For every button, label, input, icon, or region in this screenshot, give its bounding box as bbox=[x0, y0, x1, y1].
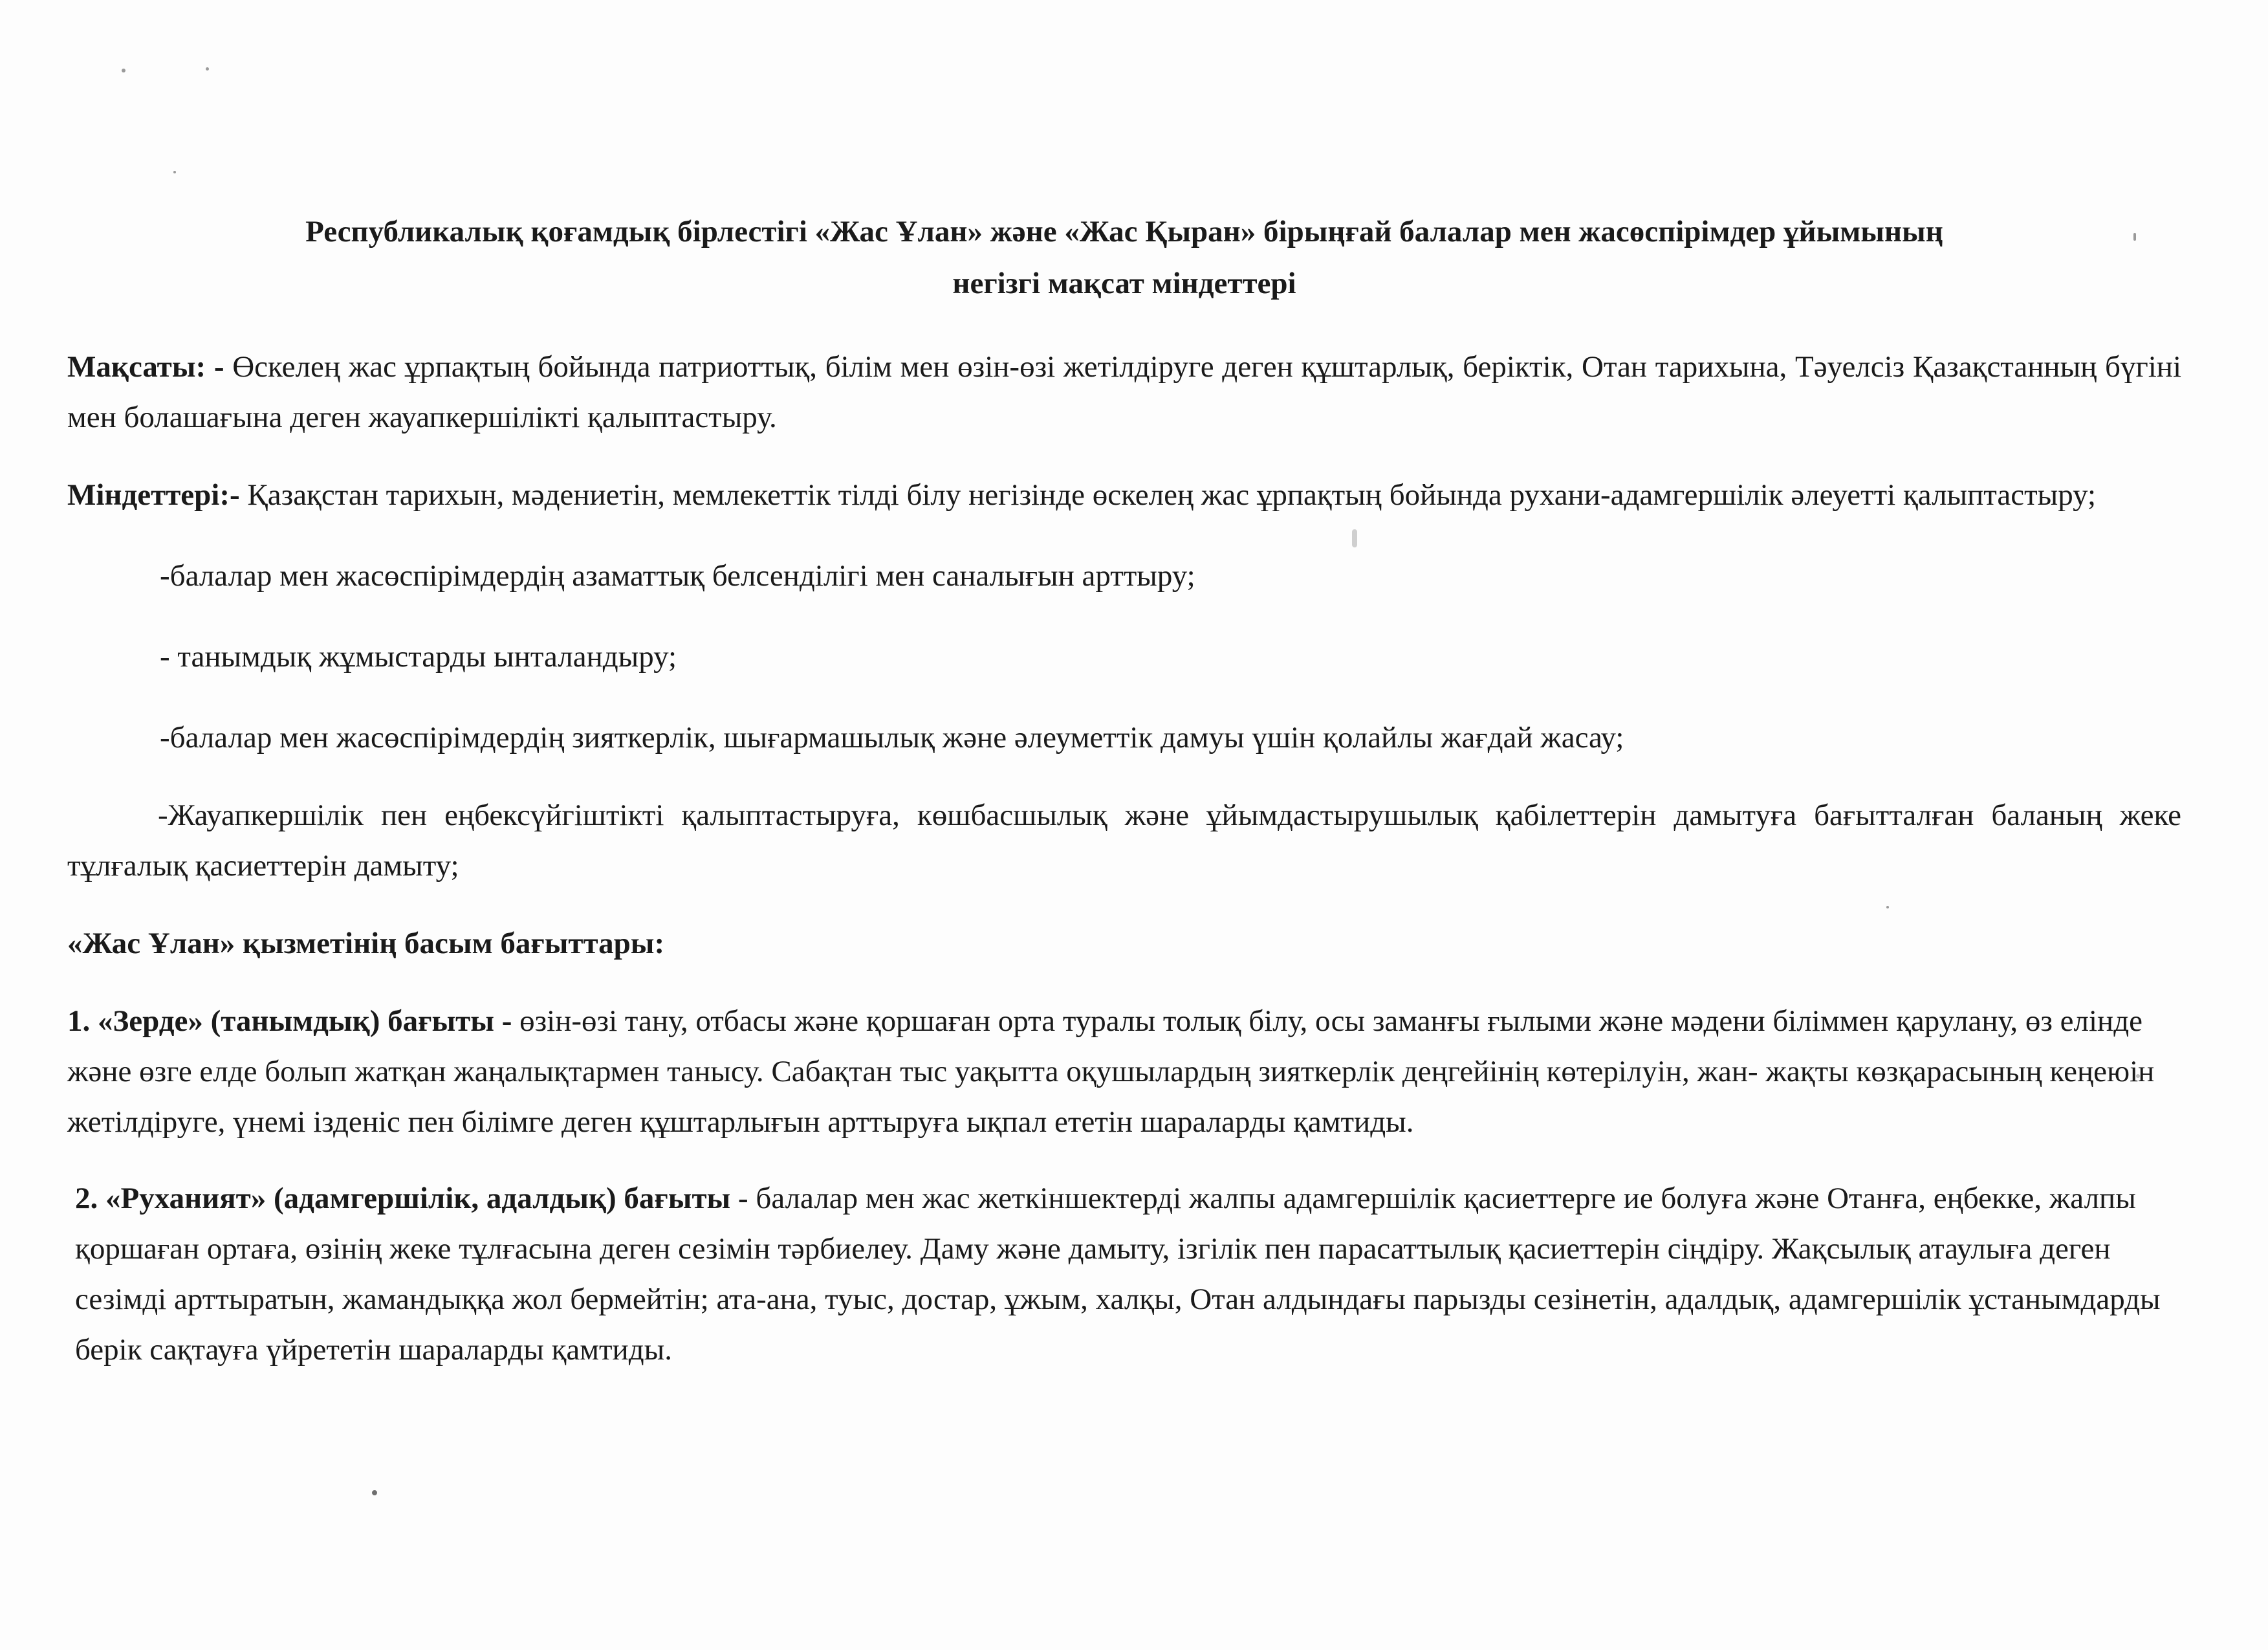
directions-heading: «Жас Ұлан» қызметінің басым бағыттары: bbox=[67, 927, 665, 960]
title-line-2: негізгі мақсат міндеттері bbox=[952, 267, 1296, 300]
document-body bbox=[67, 206, 2181, 1401]
direction-2-paragraph bbox=[75, 1173, 2181, 1375]
direction-2-text: балалар мен жас жеткіншектерді жалпы адамгершілік қасиеттерге ие болуға және Отанға, еңбекке, жалпы қоршаған ортаға, өзінің жеке тұлғасына деген сезімін тәрбиелеу. Даму және дамыту, ізгілік пен парасаттылық қасиеттерін сіңдіру. Жақсылық атаулыға деген сезімді арттыратын, жамандыққа жол бермейтін; ата-ана, туыс, достар, ұжым, халқы, Отан алдындағы парызды сезінетін, адалдық, адамгершілік ұстанымдарды берік сақтауға үйрететін шараларды қамтиды. bbox=[75, 1182, 2161, 1367]
tasks-label: Міндеттері:- bbox=[67, 478, 240, 512]
scan-speck bbox=[122, 69, 125, 72]
document-title bbox=[67, 206, 2181, 309]
goal-paragraph bbox=[67, 342, 2181, 443]
goal-text: Өскелең жас ұрпақтың бойында патриоттық, білім мен өзін-өзі жетілдіруге деген құштарлық, беріктік, Отан тарихына, Тәуелсіз Қазақстанның бүгіні мен болашағына деген жауапкершілікті қалыптастыру. bbox=[67, 350, 2182, 434]
tasks-paragraph bbox=[67, 470, 2181, 520]
title-line-1: Республикалық қоғамдық бірлестігі «Жас Ұлан» және «Жас Қыран» бірыңғай балалар мен жасөспірімдер ұйымының bbox=[305, 215, 1943, 248]
direction-1-paragraph bbox=[67, 996, 2181, 1147]
scan-speck bbox=[372, 1490, 377, 1495]
scan-speck bbox=[173, 171, 176, 173]
tasks-text: Қазақстан тарихын, мәдениетін, мемлекеттік тілді білу негізінде өскелең жас ұрпақтың бойында рухани-адамгершілік әлеуетті қалыптастыру; bbox=[239, 478, 2097, 512]
task-item: -балалар мен жасөспірімдердің зияткерлік, шығармашылық және әлеуметтік дамуы үшін қолайлы жағдай жасау; bbox=[160, 721, 1624, 754]
task-item: -Жауапкершілік пен еңбексүйгіштікті қалыптастыруға, көшбасшылық және ұйымдастырушылық қабілеттерін дамытуға бағытталған баланың жеке тұлғалық қасиеттерін дамыту; bbox=[67, 798, 2181, 883]
task-item: - танымдық жұмыстарды ынталандыру; bbox=[160, 640, 677, 674]
task-item: -балалар мен жасөспірімдердің азаматтық белсенділігі мен саналығын арттыру; bbox=[160, 559, 1195, 593]
goal-label: Мақсаты: - bbox=[67, 350, 224, 384]
direction-1-text: өзін-өзі тану, отбасы және қоршаған орта туралы толық білу, осы заманғы ғылыми және мәдени біліммен қарулану, өз елінде және өзге елде болып жатқан жаңалықтармен танысу. Сабақтан тыс уақытта оқушылардың зияткерлік деңгейінің көтерілуін, жан- жақты көзқарасының кеңеюін жетілдіруге, үнемі ізденіс пен білімге деген құштарлығын арттыруға ықпал ететін шараларды қамтиды. bbox=[67, 1004, 2155, 1139]
direction-1-label: 1. «Зерде» (танымдық) бағыты - bbox=[67, 1004, 512, 1038]
direction-2-label: 2. «Руханият» (адамгершілік, адалдық) бағыты - bbox=[75, 1182, 748, 1215]
scan-speck bbox=[206, 67, 209, 71]
